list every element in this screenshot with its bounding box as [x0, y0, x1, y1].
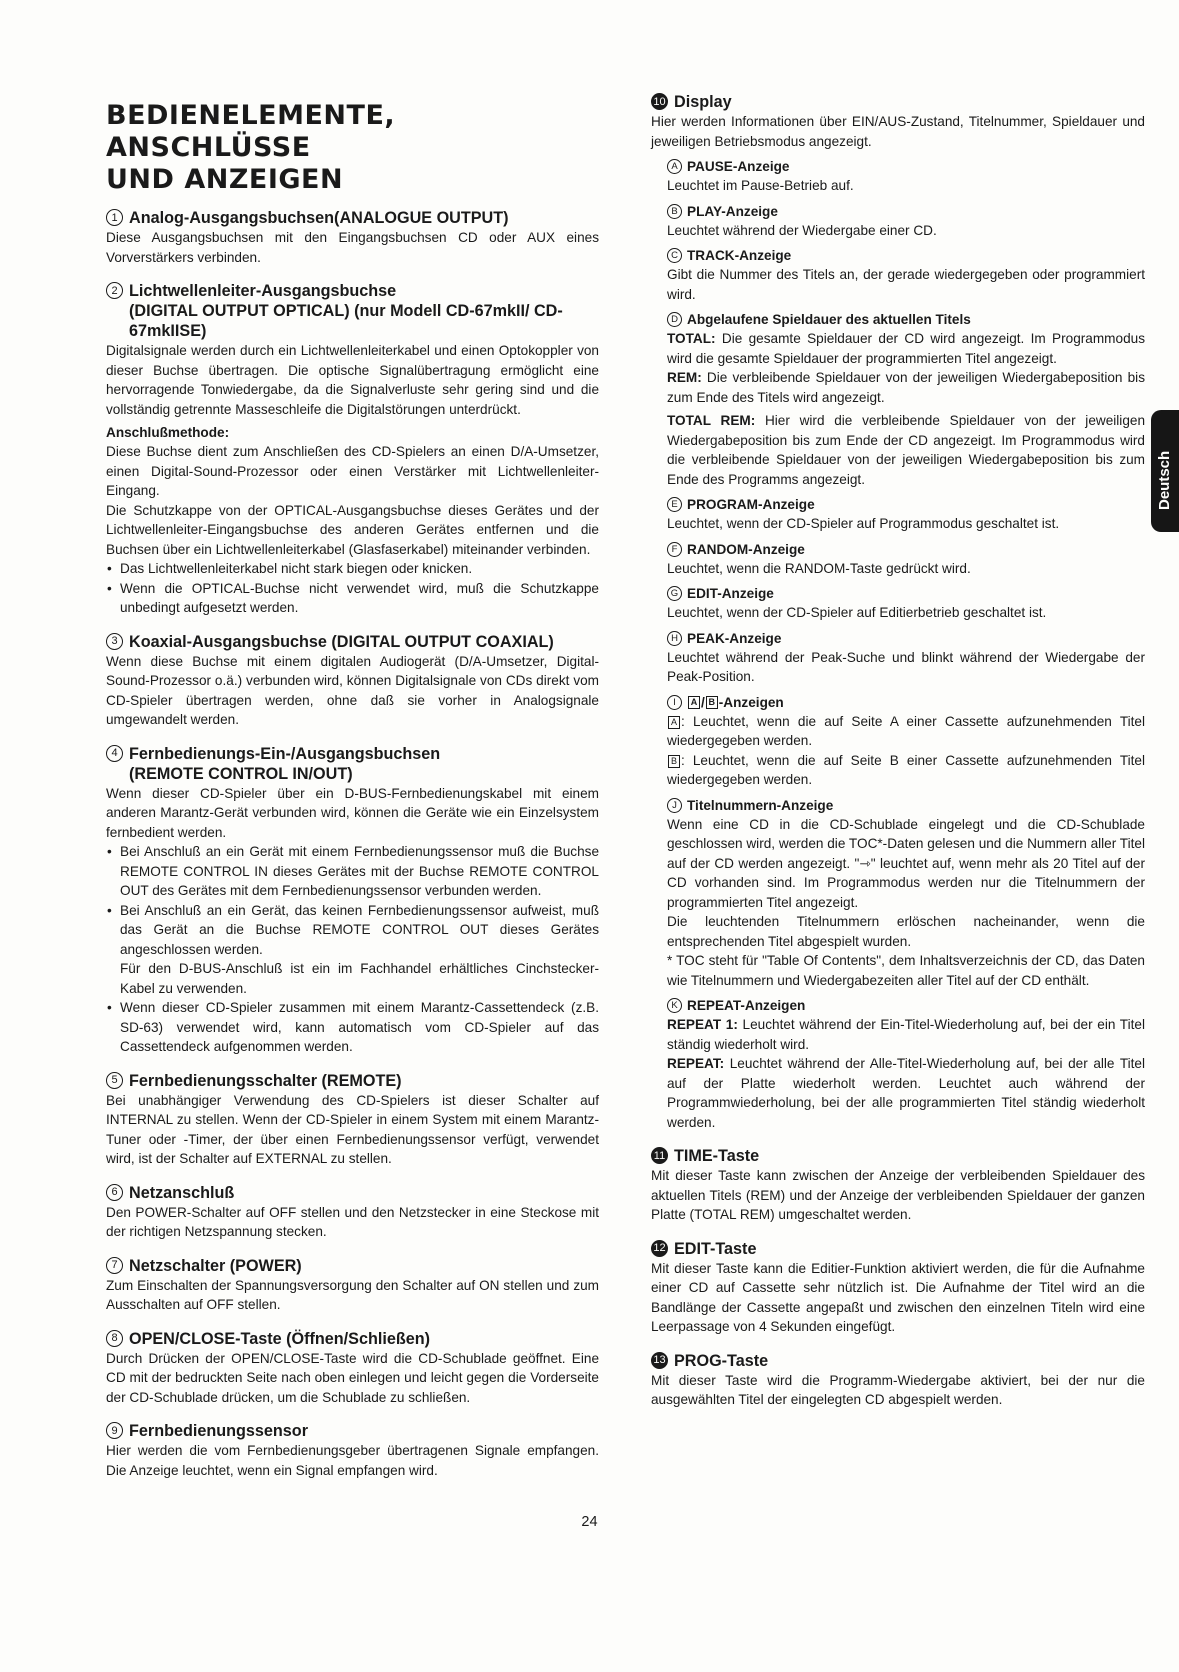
- side-a-box-icon: A: [668, 716, 680, 729]
- section-text: Digitalsignale werden durch ein Lichtwellenleiterkabel und einen Optokoppler von dieser Buchse übertragen. Die optische Signalübertragung ermöglicht eine hervorragende Tonwiedergabe, da die Signalverluste sehr gering sind und die vollständig getrennte Masseschleife die Digitalstörungen unterdrückt.: [106, 343, 599, 417]
- item-letter-h: H: [667, 631, 682, 646]
- term-repeat: REPEAT:: [667, 1056, 725, 1071]
- item-text-part: " leuchtet auf, wenn mehr als 20 Titel auf der CD vorhanden sind. Im Programmodus werden nur die Titelnummern der programmierten Titel angezeigt.: [667, 855, 1145, 910]
- section-number-7: 7: [106, 1257, 123, 1274]
- section-text: Den POWER-Schalter auf OFF stellen und den Netzstecker in eine Steckose mit der richtigen Netzspannung stecken.: [106, 1204, 599, 1239]
- section-text: Mit dieser Taste kann die Editier-Funktion aktiviert werden, die für die Aufnahme einer CD auf Cassette sehr nützlich ist. Die Aufnahme der Titel wird an die Bandlänge der Cassette angepaßt und zwischen den einzelnen Titeln wird eine Leerpassage von 4 Sekunden eingefügt.: [651, 1260, 1145, 1334]
- section-text: Bei unabhängiger Verwendung des CD-Spielers ist dieser Schalter auf INTERNAL zu stellen. Wenn der CD-Spieler in einem System mit einem Marantz-Tuner oder -Timer, der über einen Fernbedienungssensor verfügt, verwendet wird, ist der Schalter auf EXTERNAL zu stellen.: [106, 1092, 599, 1166]
- section-text: Hier werden Informationen über EIN/AUS-Zustand, Titelnummer, Spieldauer und jeweiligen Betriebsmodus angezeigt.: [651, 114, 1145, 149]
- item-text-part: Wenn eine CD in die CD-Schublade eingelegt und die CD-Schublade geschlossen wird, werden die TOC*-Daten gelesen und die Nummern aller Titel auf der CD werden angezeigt. ": [667, 816, 1145, 871]
- list-item: • Wenn die OPTICAL-Buchse nicht verwendet wird, muß die Schutzkappe unbedingt aufgesetzt werden.: [106, 579, 599, 618]
- item-letter-d: D: [667, 312, 682, 327]
- left-column: [106, 92, 599, 1494]
- section-remote-jacks: [106, 744, 599, 1057]
- section-heading: Lichtwellenleiter-Ausgangsbuchse: [129, 282, 397, 300]
- item-text: [667, 411, 1145, 489]
- term-rem-text: Die verbleibende Spieldauer von der jeweiligen Wiedergabeposition bis zum Ende des Titels wird angezeigt.: [667, 370, 1145, 405]
- item-text: Leuchtet im Pause-Betrieb auf.: [667, 178, 854, 193]
- section-remote-switch: [106, 1071, 599, 1169]
- section-display: [651, 92, 1145, 1132]
- bullet-list: [106, 842, 599, 959]
- list-item: • Wenn dieser CD-Spieler zusammen mit einem Marantz-Cassettendeck (z.B. SD-63) verwendet wird, kann automatisch vom CD-Spieler auf das Cassettendeck aufgenommen werden.: [106, 998, 599, 1057]
- language-tab-label: Deutsch: [1156, 450, 1173, 510]
- section-coaxial-output: [106, 632, 599, 730]
- section-time-button: [651, 1146, 1145, 1225]
- section-heading: Netzschalter (POWER): [129, 1256, 302, 1275]
- section-heading: Analog-Ausgangsbuchsen(ANALOGUE OUTPUT): [129, 209, 509, 227]
- section-number-13: 13: [651, 1352, 668, 1369]
- item-text: Leuchtet während der Wiedergabe einer CD.: [667, 222, 937, 238]
- item-text: Leuchtet während der Peak-Suche und blinkt während der Wiedergabe der Peak-Position.: [667, 649, 1145, 684]
- section-heading: Fernbedienungssensor: [129, 1422, 308, 1440]
- item-letter-i: I: [667, 695, 682, 710]
- item-heading: EDIT-Anzeige: [687, 586, 774, 601]
- list-item-continuation: Für den D-BUS-Anschluß ist ein im Fachhandel erhältliches Cinchstecker-Kabel zu verwenden.: [120, 961, 599, 996]
- section-text: Zum Einschalten der Spannungsversorgung den Schalter auf ON stellen und zum Ausschalten auf OFF stellen.: [106, 1277, 599, 1312]
- item-text: Leuchtet, wenn der CD-Spieler auf Programmodus geschaltet ist.: [667, 516, 1060, 531]
- section-number-6: 6: [106, 1184, 123, 1201]
- item-text: Leuchtet, wenn der CD-Spieler auf Editierbetrieb geschaltet ist.: [667, 605, 1047, 620]
- term-repeat-text: Leuchtet während der Alle-Titel-Wiederholung auf, bei der alle Titel auf der Platte wiederholt werden. Leuchtet auch während der Programmwiederholung, bei der alle programmierten Titel ständig wiederholt werden.: [667, 1056, 1145, 1130]
- item-text: [667, 712, 1145, 751]
- section-heading: Koaxial-Ausgangsbuchse (DIGITAL OUTPUT COAXIAL): [129, 632, 554, 651]
- side-b-box-icon: B: [706, 696, 718, 709]
- item-heading: PEAK-Anzeige: [687, 630, 782, 646]
- display-item-peak: [667, 629, 1145, 687]
- item-heading: PAUSE-Anzeige: [687, 159, 790, 174]
- section-heading: TIME-Taste: [674, 1147, 760, 1165]
- section-analog-output: [106, 208, 599, 267]
- item-letter-e: E: [667, 497, 682, 512]
- term-repeat-1-text: Leuchtet während der Ein-Titel-Wiederholung auf, bei der ein Titel ständig wiederholt wird.: [667, 1017, 1145, 1052]
- item-text: [667, 751, 1145, 790]
- section-open-close: [106, 1329, 599, 1408]
- item-text: Die leuchtenden Titelnummern erlöschen nacheinander, wenn die entsprechenden Titel abgespielt wurden.: [667, 914, 1145, 949]
- section-text: Mit dieser Taste wird die Programm-Wiedergabe aktiviert, bei der nur die ausgewählten Titel der eingelegten CD abgespielt werden.: [651, 1372, 1145, 1407]
- section-optical-output: [106, 281, 599, 618]
- section-number-2: 2: [106, 282, 123, 299]
- item-letter-b: B: [667, 204, 682, 219]
- item-heading: PROGRAM-Anzeige: [687, 497, 815, 512]
- connection-method-heading: Anschlußmethode:: [106, 425, 230, 440]
- section-number-8: 8: [106, 1330, 123, 1347]
- section-text: Mit dieser Taste kann zwischen der Anzeige der verbleibenden Spieldauer des aktuellen Titels (REM) und der Anzeige der verbleibenden Spieldauer der ganzen Platte (TOTAL REM) umgeschaltet werden.: [651, 1168, 1145, 1222]
- item-letter-k: K: [667, 998, 682, 1013]
- section-text: Hier werden die vom Fernbedienungsgeber übertragenen Signale empfangen. Die Anzeige leuchtet, wenn ein Signal empfangen wird.: [106, 1443, 599, 1478]
- section-text: Diese Buchse dient zum Anschließen des CD-Spielers an einen D/A-Umsetzer, einen Digital-Sound-Prozessor oder einen Verstärker mit Lichtwellenleiter-Eingang.: [106, 444, 599, 498]
- display-item-program: [667, 495, 1145, 534]
- section-power-switch: [106, 1256, 599, 1315]
- section-number-5: 5: [106, 1072, 123, 1089]
- section-edit-button: [651, 1239, 1145, 1337]
- section-heading: OPEN/CLOSE-Taste (Öffnen/Schließen): [129, 1329, 431, 1348]
- section-heading: Fernbedienungsschalter (REMOTE): [129, 1071, 402, 1090]
- section-number-12: 12: [651, 1240, 668, 1257]
- item-text: [667, 329, 1145, 368]
- item-heading: -Anzeigen: [718, 694, 784, 710]
- section-heading: Fernbedienungs-Ein-/Ausgangsbuchsen: [129, 744, 441, 763]
- term-repeat-1: REPEAT 1:: [667, 1017, 738, 1032]
- side-b-box-icon: B: [668, 755, 680, 768]
- item-heading: Titelnummern-Anzeige: [687, 797, 834, 813]
- display-item-play: [667, 202, 1145, 241]
- item-letter-c: C: [667, 248, 682, 263]
- item-text: [667, 815, 1145, 913]
- item-letter-j: J: [667, 798, 682, 813]
- item-heading: RANDOM-Anzeige: [687, 541, 805, 557]
- footnote-text: * TOC steht für "Table Of Contents", dem Inhaltsverzeichnis der CD, das Daten wie Titelnummern und Wiedergabezeiten aller Titel auf der CD enthält.: [667, 953, 1145, 988]
- language-side-tab: [1151, 410, 1179, 532]
- section-number-11: 11: [651, 1147, 668, 1164]
- item-text: [667, 1054, 1145, 1132]
- section-heading: Netzanschluß: [129, 1183, 235, 1202]
- bullet-list: [106, 559, 599, 618]
- item-letter-f: F: [667, 542, 682, 557]
- section-power-cord: [106, 1183, 599, 1242]
- section-text: Durch Drücken der OPEN/CLOSE-Taste wird die CD-Schublade geöffnet. Eine CD mit der bedruckten Seite nach oben einlegen und leicht gegen die Vorderseite der CD-Schublade drücken, um die Schublade zu schließen.: [106, 1350, 599, 1405]
- section-heading: EDIT-Taste: [674, 1239, 757, 1258]
- item-heading: REPEAT-Anzeigen: [687, 998, 806, 1013]
- item-text: Leuchtet, wenn die RANDOM-Taste gedrückt wird.: [667, 560, 971, 576]
- display-item-elapsed-time: [667, 310, 1145, 489]
- display-item-repeat: [667, 996, 1145, 1132]
- section-text: Diese Ausgangsbuchsen mit den Eingangsbuchsen CD oder AUX eines Vorverstärkers verbinden.: [106, 230, 599, 265]
- term-rem: REM:: [667, 370, 702, 385]
- section-number-4: 4: [106, 745, 123, 762]
- list-item: • Bei Anschluß an ein Gerät mit einem Fernbedienungssensor muß die Buchse REMOTE CONTROL IN dieses Gerätes mit der Buchse REMOTE CONTROL OUT des Gerätes mit dem Fernbedienungssensor verbunden werden.: [106, 842, 599, 901]
- list-item: • Bei Anschluß an ein Gerät, das keinen Fernbedienungssensor aufweist, muß das Gerät an die Buchse REMOTE CONTROL OUT dieses Gerätes angeschlossen werden.: [106, 901, 599, 960]
- side-b-text: : Leuchtet, wenn die auf Seite B einer Cassette aufzunehmenden Titel wiedergegeben werden.: [667, 752, 1145, 787]
- section-text: Wenn dieser CD-Spieler über ein D-BUS-Fernbedienungskabel mit einem anderen Marantz-Gerät verbunden wird, können die Geräte wie ein Einzelsystem fernbedient werden.: [106, 785, 599, 840]
- term-total-rem-text: Hier wird die verbleibende Spieldauer von der jeweiligen Wiedergabeposition bis zum Ende der CD angezeigt. Im Programmodus wird die verbleibende Spieldauer von der jeweiligen Wiedergabeposition bis zum Ende des Programms angezeigt.: [667, 413, 1146, 487]
- section-number-9: 9: [106, 1422, 123, 1439]
- side-a-text: : Leuchtet, wenn die auf Seite A einer Cassette aufzunehmenden Titel wiedergegeben werden.: [667, 713, 1145, 748]
- section-subheading: (REMOTE CONTROL IN/OUT): [129, 764, 353, 783]
- section-number-3: 3: [106, 633, 123, 650]
- side-a-box-icon: A: [688, 696, 700, 709]
- item-text: Gibt die Nummer des Titels an, der gerade wiedergegeben oder programmiert wird.: [667, 267, 1145, 302]
- section-text: Wenn diese Buchse mit einem digitalen Audiogerät (D/A-Umsetzer, Digital-Sound-Prozessor o.ä.) verbunden wird, können Digitalsignale von CDs direkt vom CD-Spieler übertragen werden, ohne daß sie vorher in Analogsignale umgewandelt werden.: [106, 653, 599, 727]
- title-line-1: BEDIENELEMENTE, ANSCHLÜSSE: [106, 100, 396, 163]
- arrow-icon: ⇾: [859, 855, 871, 871]
- page-number: 24: [581, 1514, 598, 1530]
- title-line-2: UND ANZEIGEN: [106, 164, 344, 195]
- separator: /: [701, 694, 705, 710]
- term-total-text: Die gesamte Spieldauer der CD wird angezeigt. Im Programmodus wird die gesamte Spieldauer der programmierten Titel angezeigt.: [667, 331, 1145, 366]
- item-text: [667, 368, 1145, 407]
- section-number-10: 10: [651, 93, 668, 110]
- item-heading: Abgelaufene Spieldauer des aktuellen Titels: [687, 312, 971, 327]
- page-title: [106, 100, 599, 196]
- right-column: [651, 92, 1145, 1424]
- display-item-track: [667, 246, 1145, 304]
- section-prog-button: [651, 1351, 1145, 1410]
- section-text: Die Schutzkappe von der OPTICAL-Ausgangsbuchse dieses Gerätes und der Lichtwellenleiter-Eingangsbuchse des anderen Gerätes entfernen und die Buchsen über ein Lichtwellenleiterkabel (Glasfaserkabel) miteinander verbinden.: [106, 502, 599, 557]
- item-text: [667, 1015, 1145, 1054]
- section-heading: PROG-Taste: [674, 1351, 769, 1370]
- section-number-1: 1: [106, 209, 123, 226]
- display-item-random: [667, 540, 1145, 579]
- item-heading: PLAY-Anzeige: [687, 203, 778, 219]
- item-letter-g: G: [667, 586, 682, 601]
- item-letter-a: A: [667, 159, 682, 174]
- display-item-edit: [667, 584, 1145, 623]
- bullet-list: [106, 998, 599, 1057]
- display-item-pause: [667, 157, 1145, 196]
- section-heading: Display: [674, 93, 732, 111]
- item-heading: TRACK-Anzeige: [687, 248, 792, 263]
- term-total-rem: TOTAL REM:: [667, 413, 756, 428]
- section-subheading: (DIGITAL OUTPUT OPTICAL) (nur Modell CD-67mkII/ CD-67mkIISE): [129, 302, 563, 340]
- display-item-side-ab: [667, 693, 1145, 790]
- section-remote-sensor: [106, 1421, 599, 1480]
- display-item-track-numbers: [667, 796, 1145, 991]
- term-total: TOTAL:: [667, 331, 716, 346]
- list-item: • Das Lichtwellenleiterkabel nicht stark biegen oder knicken.: [106, 559, 599, 579]
